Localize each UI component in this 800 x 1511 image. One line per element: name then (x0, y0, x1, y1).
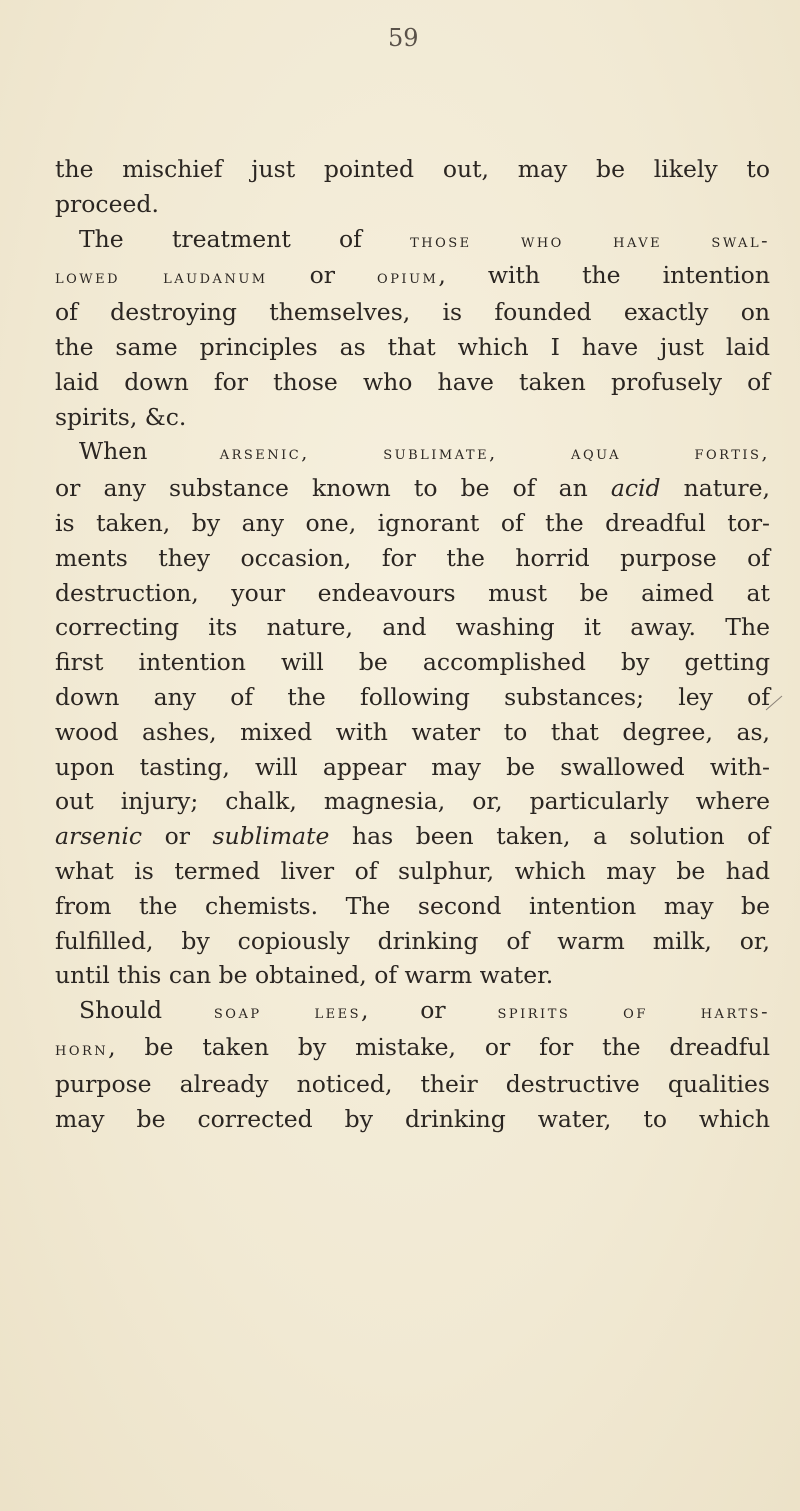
text-run: what is termed liver of sulphur, which may be had (55, 856, 770, 885)
text-line (55, 365, 770, 400)
text-run: or any substance known to be of an (55, 474, 611, 503)
text-run: or (142, 822, 213, 851)
text-run: of destroying themselves, is founded exactly on (55, 298, 770, 327)
text-line (55, 993, 770, 1030)
text-line (55, 610, 770, 645)
small-caps-text: horn (55, 1037, 109, 1060)
text-run: the same principles as that which I have just laid (55, 332, 770, 361)
text-line (55, 187, 770, 222)
text-run: Should (79, 996, 214, 1025)
text-run: , or (361, 996, 498, 1025)
text-line (55, 506, 770, 541)
italic-text: acid (610, 474, 661, 503)
small-caps-text: those who have swal- (410, 229, 770, 252)
text-run: is taken, by any one, ignorant of the dreadful tor- (55, 508, 770, 537)
text-line (55, 958, 770, 993)
text-line (55, 330, 770, 365)
text-line (55, 222, 770, 259)
text-line (55, 400, 770, 435)
text-line (55, 854, 770, 889)
text-run: upon tasting, will appear may be swallowed with- (55, 752, 770, 781)
text-run: , be taken by mistake, or for the dreadful (108, 1032, 770, 1061)
text-run: spirits, &c. (55, 402, 187, 431)
text-run: may be corrected by drinking water, to which (55, 1104, 770, 1133)
text-line (55, 1067, 770, 1102)
text-run: , with the intention (438, 261, 770, 290)
text-line (55, 889, 770, 924)
small-caps-text: arsenic, sublimate, aqua fortis, (219, 442, 770, 465)
text-run: ments they occasion, for the horrid purpose of (55, 543, 770, 572)
text-line (55, 434, 770, 471)
text-run: wood ashes, mixed with water to that degree, as, (55, 717, 770, 746)
text-run: The treatment of (79, 224, 411, 253)
text-line (55, 750, 770, 785)
text-run: fulfilled, by copiously drinking of warm milk, or, (55, 926, 770, 955)
text-run: laid down for those who have taken profusely of (55, 367, 770, 396)
text-run: When (79, 437, 220, 466)
small-caps-text: spirits of harts- (497, 1001, 770, 1024)
page-body-text (55, 152, 770, 1136)
text-run: from the chemists. The second intention may be (55, 891, 770, 920)
text-line (55, 645, 770, 680)
small-caps-text: soap lees (213, 1001, 361, 1024)
text-run: correcting its nature, and washing it away. The (55, 613, 770, 642)
small-caps-text: lowed laudanum (55, 266, 268, 289)
text-line (55, 715, 770, 750)
text-run: or (267, 261, 378, 290)
text-run: purpose already noticed, their destructive qualities (55, 1069, 770, 1098)
text-run: proceed. (55, 189, 159, 218)
text-line (55, 680, 770, 715)
text-run: out injury; chalk, magnesia, or, particularly where (55, 787, 770, 816)
text-line (55, 295, 770, 330)
text-line (55, 1030, 770, 1067)
text-line (55, 471, 770, 506)
text-line (55, 541, 770, 576)
text-run: the mischief just pointed out, may be likely to (55, 155, 770, 183)
text-run: has been taken, a solution of (329, 822, 771, 851)
text-run: first intention will be accomplished by getting (55, 648, 770, 677)
text-line (55, 1102, 770, 1137)
text-line (55, 258, 770, 295)
text-line (55, 924, 770, 959)
italic-text: arsenic (55, 822, 143, 851)
text-line (55, 819, 770, 854)
text-run: down any of the following substances; ley of (55, 682, 770, 711)
text-line (55, 576, 770, 611)
margin-pencil-mark (764, 692, 784, 712)
text-line (55, 784, 770, 819)
small-caps-text: opium (377, 266, 439, 289)
page-number: 59 (388, 24, 419, 52)
text-line (55, 152, 770, 187)
text-run: nature, (660, 474, 770, 503)
italic-text: sublimate (212, 822, 330, 851)
text-run: until this can be obtained, of warm water. (55, 961, 554, 990)
text-run: destruction, your endeavours must be aimed at (55, 578, 770, 607)
